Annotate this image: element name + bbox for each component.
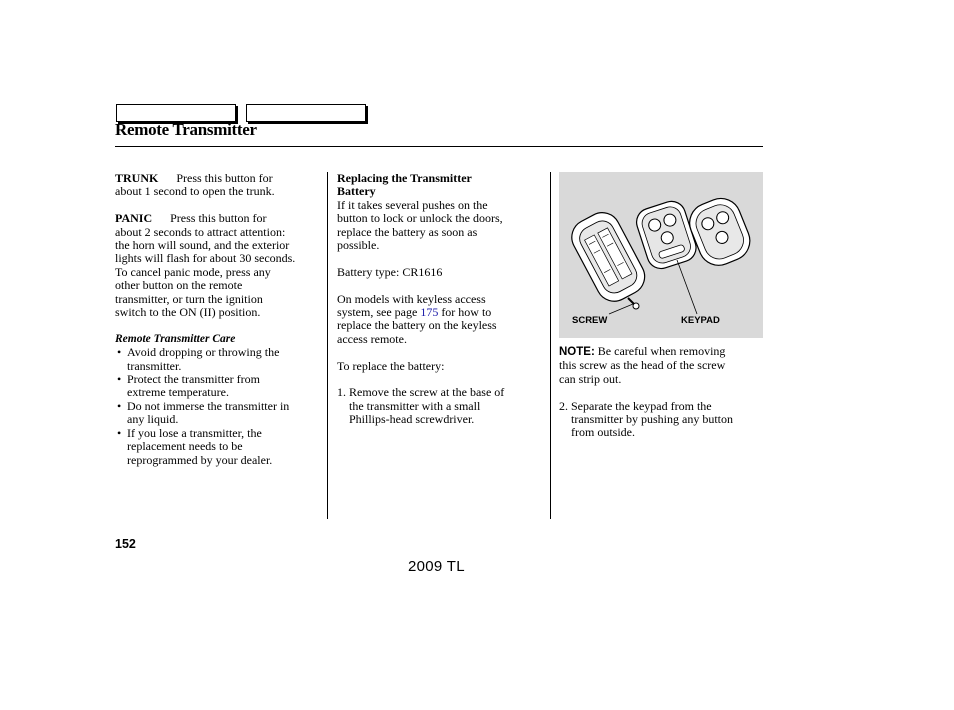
panic-line: lights will flash for about 30 seconds. [115,251,296,266]
panic-text-a: Press this button for [170,211,267,226]
transmitter-figure [559,172,763,338]
list-item [115,427,320,467]
step-line: the transmitter with a small [349,398,481,413]
steps-list [337,386,542,426]
trunk-label: TRUNK [115,171,159,185]
section-heading [337,172,542,199]
transmitter-illustration [559,172,763,338]
column-divider-1 [327,172,328,519]
intro-line: If it takes several pushes on the [337,197,488,212]
care-item-line: extreme temperature. [127,385,229,400]
battery-type: Battery type: CR1616 [337,264,443,279]
care-item-line: any liquid. [127,412,179,427]
care-item-line: Protect the transmitter from [127,372,260,387]
step-line: from outside. [571,425,635,440]
keyless-line: replace the battery on the keyless [337,318,497,333]
note-line: Be careful when removing [597,344,726,358]
page-title: Remote Transmitter [115,120,257,139]
list-item [115,373,320,400]
assembled-transmitter-illustration [684,192,756,271]
footer-model: 2009 TL [408,558,465,575]
list-item [337,386,542,426]
keyless-line: for how to [441,305,492,320]
care-heading: Remote Transmitter Care [115,332,236,345]
care-item-line: replacement needs to be [127,439,243,454]
section-heading-line: Battery [337,184,376,199]
page-number: 152 [115,537,136,551]
screw-leader-line [609,304,633,314]
care-item-line: Avoid dropping or throwing the [127,345,280,360]
steps-list-continued [559,400,763,440]
keypad-label: KEYPAD [681,315,720,326]
column-divider-2 [550,172,551,519]
trunk-text-a: Press this button for [176,171,273,185]
keyless-line: system, see page [337,305,418,320]
care-item-line: transmitter. [127,358,182,373]
column-middle [337,172,542,427]
header-tab-box-2 [246,104,366,122]
note-paragraph [559,345,763,386]
panic-line: other button on the remote [115,278,243,293]
care-item-line: Do not immerse the transmitter in [127,398,290,413]
step-line: transmitter by pushing any button [571,412,733,427]
keyless-line: access remote. [337,331,407,346]
keyless-paragraph [337,293,542,347]
screw-label: SCREW [572,315,608,326]
panic-line: To cancel panic mode, press any [115,264,271,279]
care-item-line: reprogrammed by your dealer. [127,452,273,467]
keyless-line: On models with keyless access [337,291,486,306]
trunk-paragraph [115,172,320,199]
list-item [559,400,763,440]
intro-paragraph [337,199,542,253]
care-list [115,346,320,467]
panic-line: transmitter, or turn the ignition [115,291,263,306]
title-rule [115,146,763,147]
note-line: can strip out. [559,371,622,386]
intro-line: button to lock or unlock the doors, [337,211,503,226]
keypad-illustration [633,198,700,272]
panic-line: switch to the ON (II) position. [115,305,261,320]
trunk-text-b: about 1 second to open the trunk. [115,184,275,199]
column-left [115,172,320,467]
panic-label: PANIC [115,211,153,226]
note-line: this screw as the head of the screw [559,358,726,373]
to-replace-text: To replace the battery: [337,358,445,373]
panic-paragraph [115,212,320,319]
step-line: Separate the keypad from the [571,398,712,413]
step-line: Phillips-head screwdriver. [349,412,475,427]
column-right [559,345,763,440]
step-number: 1. [337,385,346,400]
panic-line: the horn will sound, and the exterior [115,238,290,253]
list-item [115,346,320,373]
list-item [115,400,320,427]
page-link[interactable]: 175 [420,305,439,320]
step-number: 2. [559,398,568,413]
screw-illustration [628,298,639,309]
intro-line: possible. [337,238,380,253]
panic-line: about 2 seconds to attract attention: [115,224,286,239]
care-item-line: If you lose a transmitter, the [127,425,262,440]
section-heading-line: Replacing the Transmitter [337,171,472,185]
step-line: Remove the screw at the base of [349,385,505,400]
intro-line: replace the battery as soon as [337,224,478,239]
note-label: NOTE: [559,346,595,358]
keypad-leader-line [677,260,697,314]
